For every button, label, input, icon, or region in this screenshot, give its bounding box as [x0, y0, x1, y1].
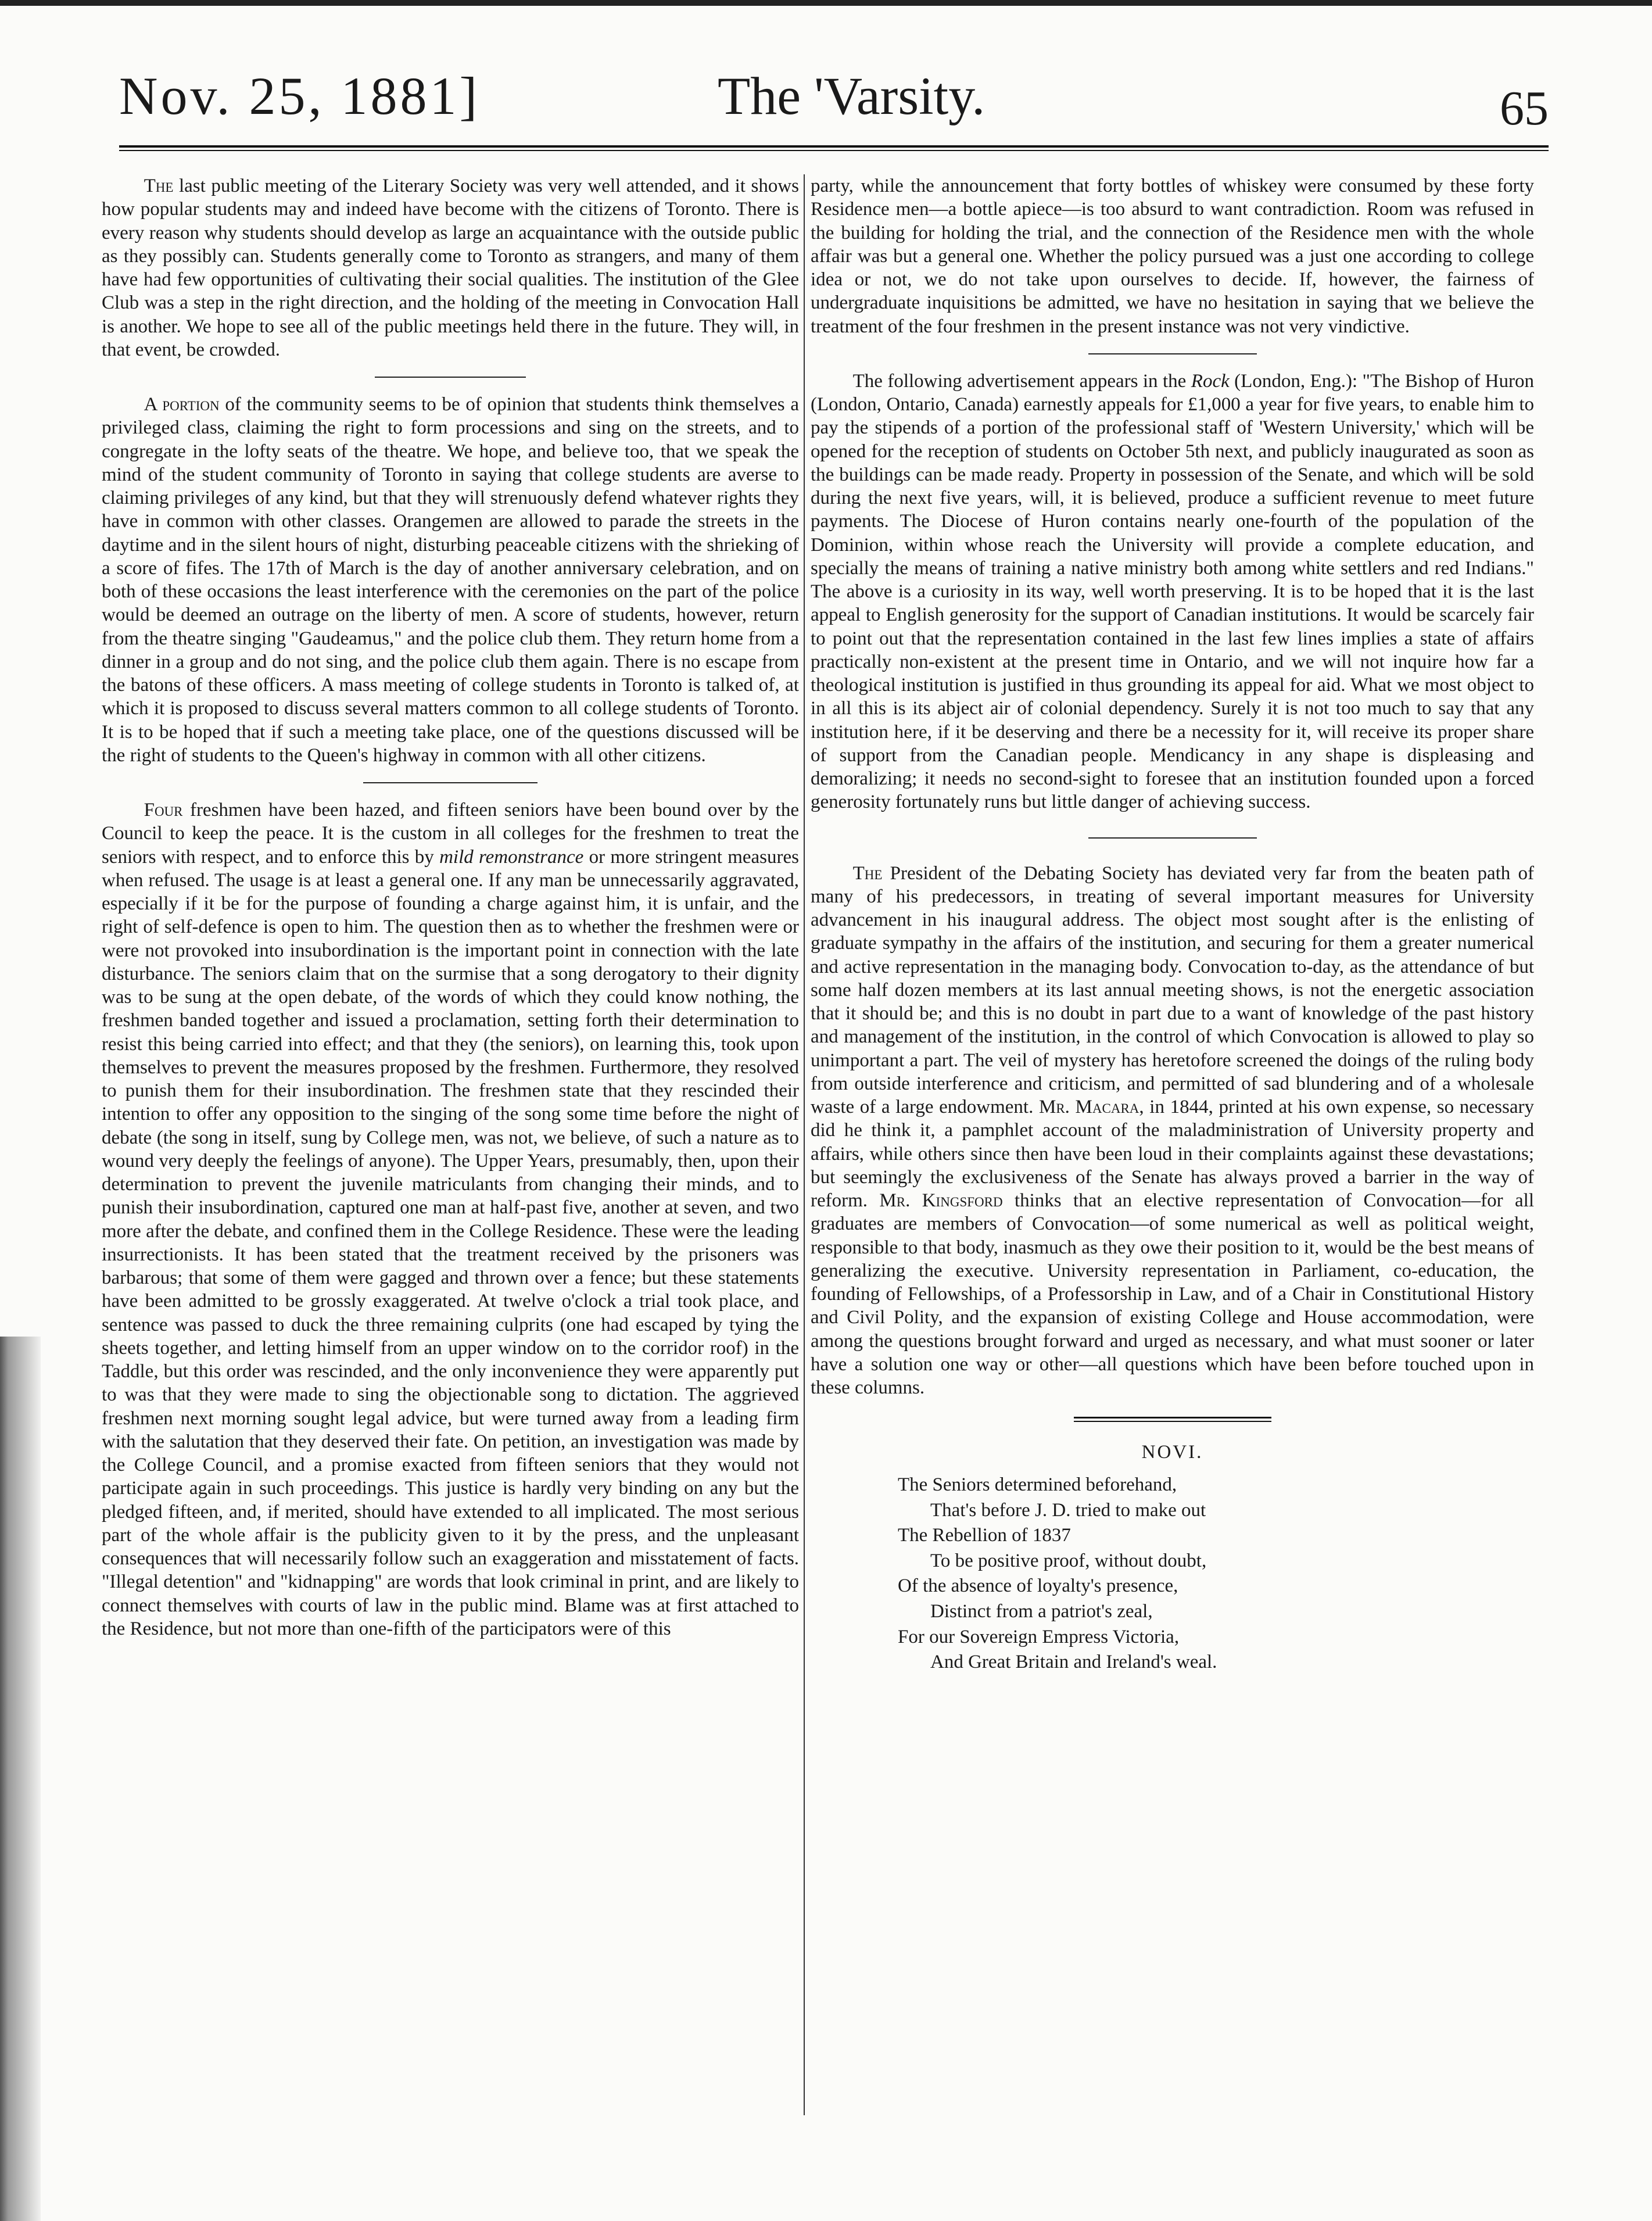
article-text: freshmen have been hazed, and fifteen seniors have been bound over by the Council to keep the peace. It is the custom in all colleges for the freshmen to treat the seniors with respect, and to enforce this by	[102, 800, 799, 868]
column-divider	[804, 174, 805, 2115]
lead-word: Four	[144, 800, 183, 821]
section-rule	[1088, 837, 1257, 839]
article-continuation	[811, 174, 1534, 338]
left-column	[102, 174, 799, 2116]
article-students-rights	[102, 393, 799, 767]
poem-line: Distinct from a patriot's zeal,	[930, 1600, 1153, 1622]
article-text: President of the Debating Society has deviated very far from the beaten path of many of his predecessors, in treating of several important measures for University advancement in his inaugural address. The object most sought after is the enlisting of graduate sympathy in the affairs of the institution, and securing for them a greater numerical and active representation in the managing body. Convocation to-day, as the attendance of but some half dozen members at its last annual meeting shows, is not the energetic association that it should be; and this is no doubt in part due to a want of knowledge of the past history and management of the institution, in the control of which Convocation is allowed to play so unimportant a part. The veil of mystery has heretofore screened the doings of the ruling body from outside interference and criticism, and permitted of sad blundering and of a wholesale waste of a large endowment.	[811, 862, 1534, 1117]
poem-line: For our Sovereign Empress Victoria,	[898, 1626, 1180, 1647]
poem-line: The Rebellion of 1837	[898, 1525, 1071, 1546]
article-text: or more stringent measures when refused. The usage is at least a general one. If any man be unnecessarily aggravated, especially if it be for the purpose of founding a charge against him, it is unfair, and the right of self-defence is open to him. The question then as to whether the freshmen were or were not provoked into insubordination is the important point in connection with the late disturbance. The seniors claim that on the surmise that a song derogatory to their dignity was to be sung at the open debate, of the words of which they could know nothing, the freshmen banded together and issued a proclamation, setting forth their determination to resist this being carried into effect; and that they (the seniors), on learning this, took upon themselves to prevent the measures proposed by the freshmen. Furthermore, they resolved to punish them for their insubordination. The freshmen state that they rescinded their intention to offer any opposition to the singing of the song some time before the night of debate (the song in itself, sung by College men, was not, we believe, of such a nature as to wound very deeply the feelings of anyone). The Upper Years, presumably, then, upon their determination to prevent the juvenile matriculants from changing their minds, and to punish their insubordination, captured one man at half-past five, another at seven, and two more after the debate, and confined them in the College Residence. These were the leading insurrectionists. It has been stated that the treatment received by the prisoners was barbarous; that some of them were gagged and thrown over a fence; but these statements have been admitted to be grossly exaggerated. At twelve o'clock a trial took place, and sentence was passed to duck the three remaining culprits (one had escaped by tying the sheets together, and letting himself from an upper window on to the corridor roof) in the Taddle, but this order was rescinded, and the only inconvenience they were apparently put to was that they were made to sing the objectionable song to dictation. The aggrieved freshmen next morning sought legal advice, but were turned away from a leading firm with the salutation that they deserved their fate. On petition, an investigation was made by the College Council, and a promise exacted from fifteen seniors that they would not participate again in such proceedings. This justice is hardly very binding on any but the pledged fifteen, and, if merited, should have extended to all implicated. The most serious part of the whole affair is the publicity given to it by the press, and the unpleasant consequences that will necessarily follow such an exaggeration and misstatement of facts. "Illegal detention" and "kidnapping" are words that look criminal in print, and are likely to connect themselves with courts of law in the public mind. Blame was at first attached to the Residence, but not more than one-fifth of the participators were of this	[102, 846, 799, 1639]
right-column	[811, 174, 1534, 2116]
issue-date: Nov. 25, 1881]	[119, 66, 481, 126]
emphasis: Rock	[1191, 370, 1230, 392]
scan-binding-shadow	[0, 1337, 41, 2221]
article-text: party, while the announcement that forty bottles of whiskey were consumed by these forty Residence men—a bottle apiece—is too absurd to want contradiction. Room was refused in the building for holding the trial, and the connection of the Residence men with the whole affair was but a general one. Whether the policy pursued was a just one according to college idea or not, we do not take upon ourselves to decide. If, however, the fairness of undergraduate inquisitions be admitted, we have no hesitation in saying that we believe the treatment of the four freshmen in the present instance was not very vindictive.	[811, 175, 1534, 337]
page-header	[119, 58, 1549, 151]
person-name: Mr. Macara	[1038, 1097, 1139, 1117]
publication-title: The 'Varsity.	[718, 66, 986, 126]
article-text: , in 1844, printed at his own expense, so necessary did he think it, a pamphlet account of the maladministration of University property and affairs, while others since then have been loud in their complaints against these devastations; but seemingly the exclusiveness of the Senate has always proved a barrier in the way of reform.	[811, 1097, 1534, 1211]
article-debating-society	[811, 862, 1534, 1400]
poem-line: That's before J. D. tried to make out	[930, 1499, 1206, 1521]
header-rule	[119, 145, 1549, 151]
poem	[898, 1473, 1534, 1675]
poem-line: And Great Britain and Ireland's weal.	[930, 1652, 1217, 1673]
section-rule	[375, 377, 526, 378]
lead-word: The	[144, 175, 174, 196]
section-double-rule	[1074, 1417, 1271, 1422]
article-text: last public meeting of the Literary Society was very well attended, and it shows how popular students may and indeed have become with the citizens of Toronto. There is every reason why students should develop as large an acquaintance with the outside public as they possibly can. Students generally come to Toronto as strangers, and many of them have had few opportunities of cultivating their social qualities. The institution of the Glee Club was a step in the right direction, and the holding of the meeting in Convocation Hall is another. We hope to see all of the public meetings held there in the future. They will, in that event, be crowded.	[102, 175, 799, 360]
article-huron-advertisement	[811, 370, 1534, 814]
page-number: 65	[1500, 81, 1549, 135]
emphasis: mild remonstrance	[439, 846, 584, 868]
article-text: (London, Eng.): "The Bishop of Huron (London, Ontario, Canada) earnestly appeals for £1,000 a year for five years, to enable him to pay the stipends of a portion of the professional staff of 'Western University,' which will be opened for the reception of students on October 5th next, and publicly inaugurated as soon as the buildings can be made ready. Property in possession of the Senate, and which will be sold during the next five years, will, it is believed, produce a sufficient revenue to meet future payments. The Diocese of Huron contains nearly one-fourth of the population of the Dominion, within whose reach the University will provide a complete education, and specially the means of training a native ministry both among white settlers and red Indians." The above is a curiosity in its way, well worth preserving. It is to be hoped that it is the last appeal to English generosity for the support of Canadian institutions. It would be scarcely fair to point out that the representation contained in the last few lines implies a state of affairs practically non-existent at the present time in Ontario, and we will not inquire how far a theological institution is justified in thus grounding its appeal for aid. What we most object to in all this is its abject air of colonial dependency. Surely it is not too much to say that any institution here, if it be deserving and there be a necessity for it, will receive its proper share of support from the Canadian people. Mendicancy in any shape is displeasing and demoralizing; it needs no second-sight to foresee that an institution founded upon a forced generosity fortunately runs but little danger of achieving success.	[811, 370, 1534, 813]
lead-word: The	[852, 862, 883, 884]
section-rule	[1088, 353, 1257, 354]
article-text: of the community seems to be of opinion that students think themselves a privileged class, claiming the right to form processions and sing on the streets, and to congregate in the lofty seats of the theatre. We hope, and believe too, that we speak the mind of the student community of Toronto in saying that college students are averse to claiming privileges of any kind, but that they will strenuously defend whatever rights they have in common with other classes. Orangemen are allowed to parade the streets in the daytime and in the silent hours of night, disturbing peaceable citizens with the shrieking of a score of fifes. The 17th of March is the day of another anniversary celebration, and on both of these occasions the least interference with the ceremonies on the part of the police would be deemed an outrage on the liberty of men. A score of students, however, return from the theatre singing "Gaudeamus," and the police club them. They return home from a dinner in a group and do not sing, and the police club them again. There is no escape from the batons of these officers. A mass meeting of college students in Toronto is talked of, at which it is proposed to discuss several matters common to all college students of Toronto. It is to be hoped that if such a meeting take place, one of the questions discussed will be the right of students to the Queen's highway in common with all other citizens.	[102, 394, 799, 766]
person-name: Mr. Kingsford	[879, 1190, 1003, 1211]
article-text: thinks that an elective representation of Convocation—for all graduates are members of Convocation—of some numerical as well as political weight, responsible to that body, inasmuch as they owe their position to it, would be the best means of generalizing the executive. University representation in Parliament, co-education, the founding of Fellowships, of a Professorship in Law, and of a Chair in Constitutional History and Civil Polity, and the expansion of existing College and House accommodation, were among the questions brought forward and urged as necessary, and what must sooner or later have a solution one way or other—all questions which have been before touched upon in these columns.	[811, 1190, 1534, 1398]
poem-line: The Seniors determined beforehand,	[898, 1474, 1177, 1496]
article-text: The following advertisement appears in the	[852, 370, 1191, 392]
lead-word: A portion	[144, 394, 220, 415]
article-literary-society	[102, 174, 799, 361]
article-freshmen-hazed	[102, 798, 799, 1640]
poem-line: Of the absence of loyalty's presence,	[898, 1575, 1178, 1597]
poem-line: To be positive proof, without doubt,	[930, 1550, 1207, 1571]
scan-top-border	[0, 0, 1652, 6]
poem-title: NOVI.	[1141, 1442, 1203, 1463]
section-rule	[363, 782, 537, 783]
